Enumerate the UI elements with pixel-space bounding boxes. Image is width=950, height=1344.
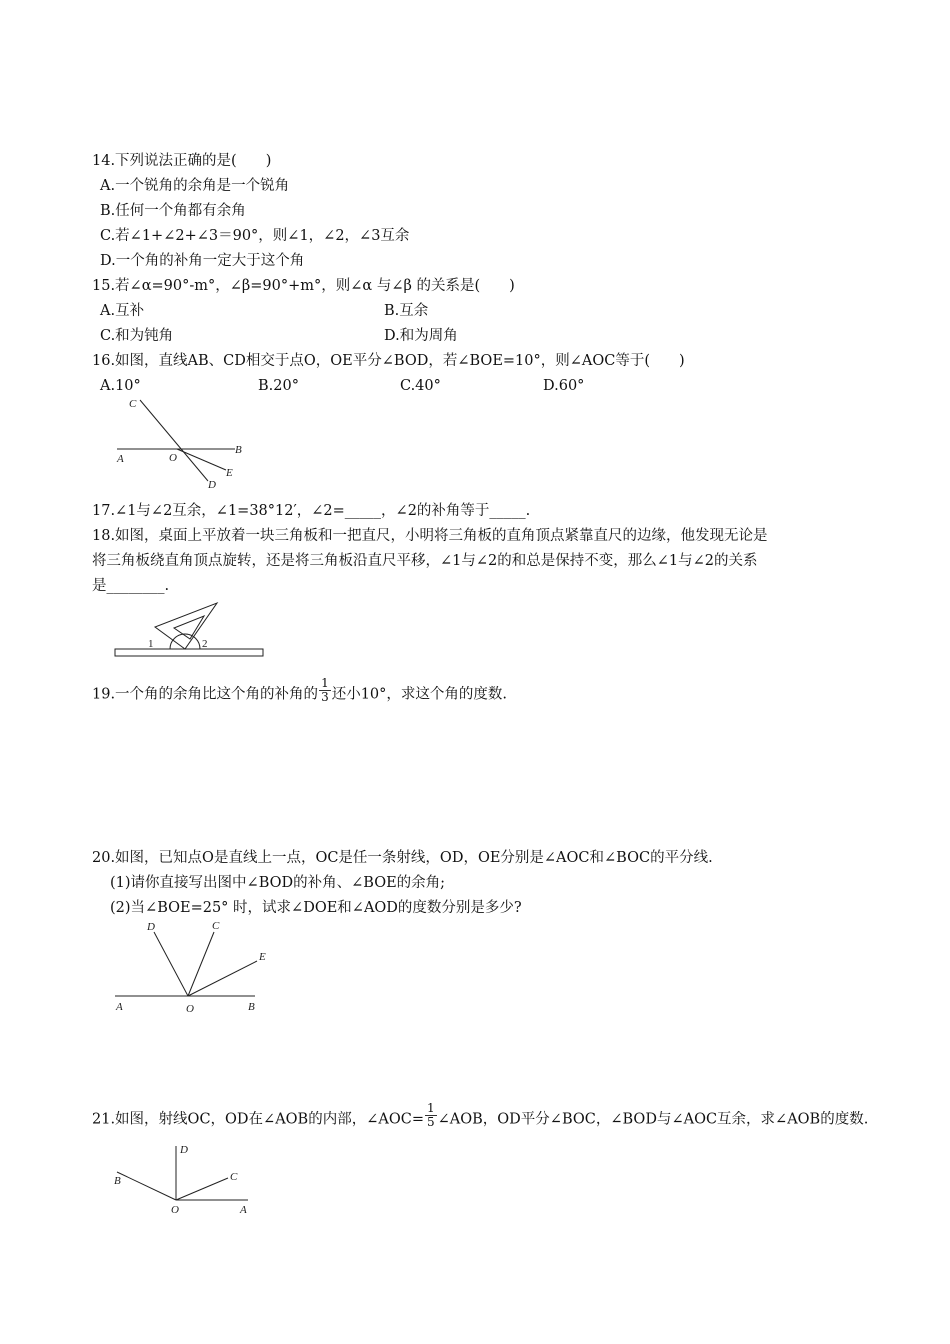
q17-stem: 17.∠1与∠2互余，∠1=38°12′，∠2=_____，∠2的补角等于_____.	[92, 503, 531, 519]
q14-option-b: B.任何一个角都有余角	[100, 203, 246, 219]
q16-label-c: C	[129, 398, 137, 410]
q16-option-b: B.20°	[258, 378, 299, 394]
q21-figure	[110, 1138, 270, 1218]
q18-label-2: 2	[202, 638, 208, 650]
q14-stem: 14.下列说法正确的是( )	[92, 153, 272, 169]
q20-figure	[110, 915, 280, 1020]
q20-label-b: B	[248, 1001, 255, 1013]
q20-ray-oc	[188, 932, 214, 996]
q20-label-a: A	[116, 1001, 123, 1013]
q16-option-c: C.40°	[400, 378, 441, 394]
q21-ray-oc	[176, 1178, 228, 1200]
q21-label-a: A	[240, 1204, 247, 1216]
q14-option-a: A.一个锐角的余角是一个锐角	[100, 178, 290, 194]
q21-fraction	[425, 1102, 437, 1129]
q21-label-o: O	[171, 1204, 179, 1216]
q16-line-cd	[140, 400, 208, 481]
q16-figure	[105, 392, 255, 492]
q21-label-b: B	[114, 1175, 121, 1187]
q18-set-square-outer	[155, 603, 217, 649]
q18-line-1: 18.如图，桌面上平放着一块三角板和一把直尺，小明将三角板的直角顶点紧靠直尺的边缘，他发现无论是	[92, 528, 768, 544]
q16-label-b: B	[235, 444, 242, 456]
q15-option-b: B.互余	[384, 303, 429, 319]
q21-text-after: ∠AOB，OD平分∠BOC，∠BOD与∠AOC互余，求∠AOB的度数.	[437, 1111, 869, 1128]
q21-fraction-denominator: 5	[426, 1115, 435, 1129]
q14-option-d: D.一个角的补角一定大于这个角	[100, 253, 305, 269]
q20-label-e: E	[259, 951, 266, 963]
q18-line-2: 将三角板绕直角顶点旋转，还是将三角板沿直尺平移，∠1与∠2的和总是保持不变，那么∠1与∠2的关系	[92, 553, 758, 569]
q18-figure	[112, 595, 272, 665]
q19-stem	[92, 676, 508, 704]
q20-stem: 20.如图，已知点O是直线上一点，OC是任一条射线，OD，OE分别是∠AOC和∠BOC的平分线.	[92, 850, 713, 866]
q21-text-before: 21.如图，射线OC，OD在∠AOB的内部，∠AOC=	[92, 1111, 424, 1128]
q16-label-a: A	[117, 453, 124, 465]
q18-ruler	[115, 649, 263, 656]
q19-fraction-denominator: 3	[321, 690, 329, 704]
q20-label-o: O	[186, 1003, 194, 1015]
q16-label-e: E	[226, 467, 233, 479]
q20-part-2: (2)当∠BOE=25° 时，试求∠DOE和∠AOD的度数分别是多少?	[110, 900, 522, 916]
q19-fraction-numerator: 1	[321, 676, 329, 690]
q16-stem: 16.如图，直线AB、CD相交于点O，OE平分∠BOD，若∠BOE=10°，则∠AOC等于( )	[92, 353, 685, 369]
q21-label-c: C	[230, 1171, 238, 1183]
q15-option-a: A.互补	[100, 303, 145, 319]
q18-label-1: 1	[148, 638, 154, 650]
q21-ray-ob	[117, 1172, 176, 1200]
q14-option-c: C.若∠1+∠2+∠3＝90°，则∠1，∠2，∠3互余	[100, 228, 410, 244]
q20-label-c: C	[212, 920, 220, 932]
q15-stem: 15.若∠α=90°-m°，∠β=90°+m°，则∠α 与∠β 的关系是( )	[92, 278, 515, 294]
q16-option-d: D.60°	[543, 378, 585, 394]
q21-fraction-numerator: 1	[426, 1101, 435, 1115]
q21-stem	[92, 1101, 869, 1129]
q20-part-1: (1)请你直接写出图中∠BOD的补角、∠BOE的余角;	[110, 875, 446, 891]
q19-text-before: 19.一个角的余角比这个角的补角的	[92, 686, 319, 703]
q15-option-c: C.和为钝角	[100, 328, 174, 344]
q15-option-d: D.和为周角	[384, 328, 458, 344]
q18-line-3: 是________.	[92, 578, 170, 594]
q20-ray-oe	[188, 961, 257, 996]
q16-label-o: O	[169, 452, 177, 464]
q19-text-after: 还小10°，求这个角的度数.	[331, 686, 508, 703]
q21-label-d: D	[180, 1144, 188, 1156]
q20-ray-od	[154, 932, 188, 996]
q20-label-d: D	[147, 921, 155, 933]
q16-label-d: D	[208, 479, 216, 491]
q16-ray-oe	[177, 449, 226, 470]
q16-option-a: A.10°	[100, 378, 141, 394]
q19-fraction	[319, 677, 331, 704]
